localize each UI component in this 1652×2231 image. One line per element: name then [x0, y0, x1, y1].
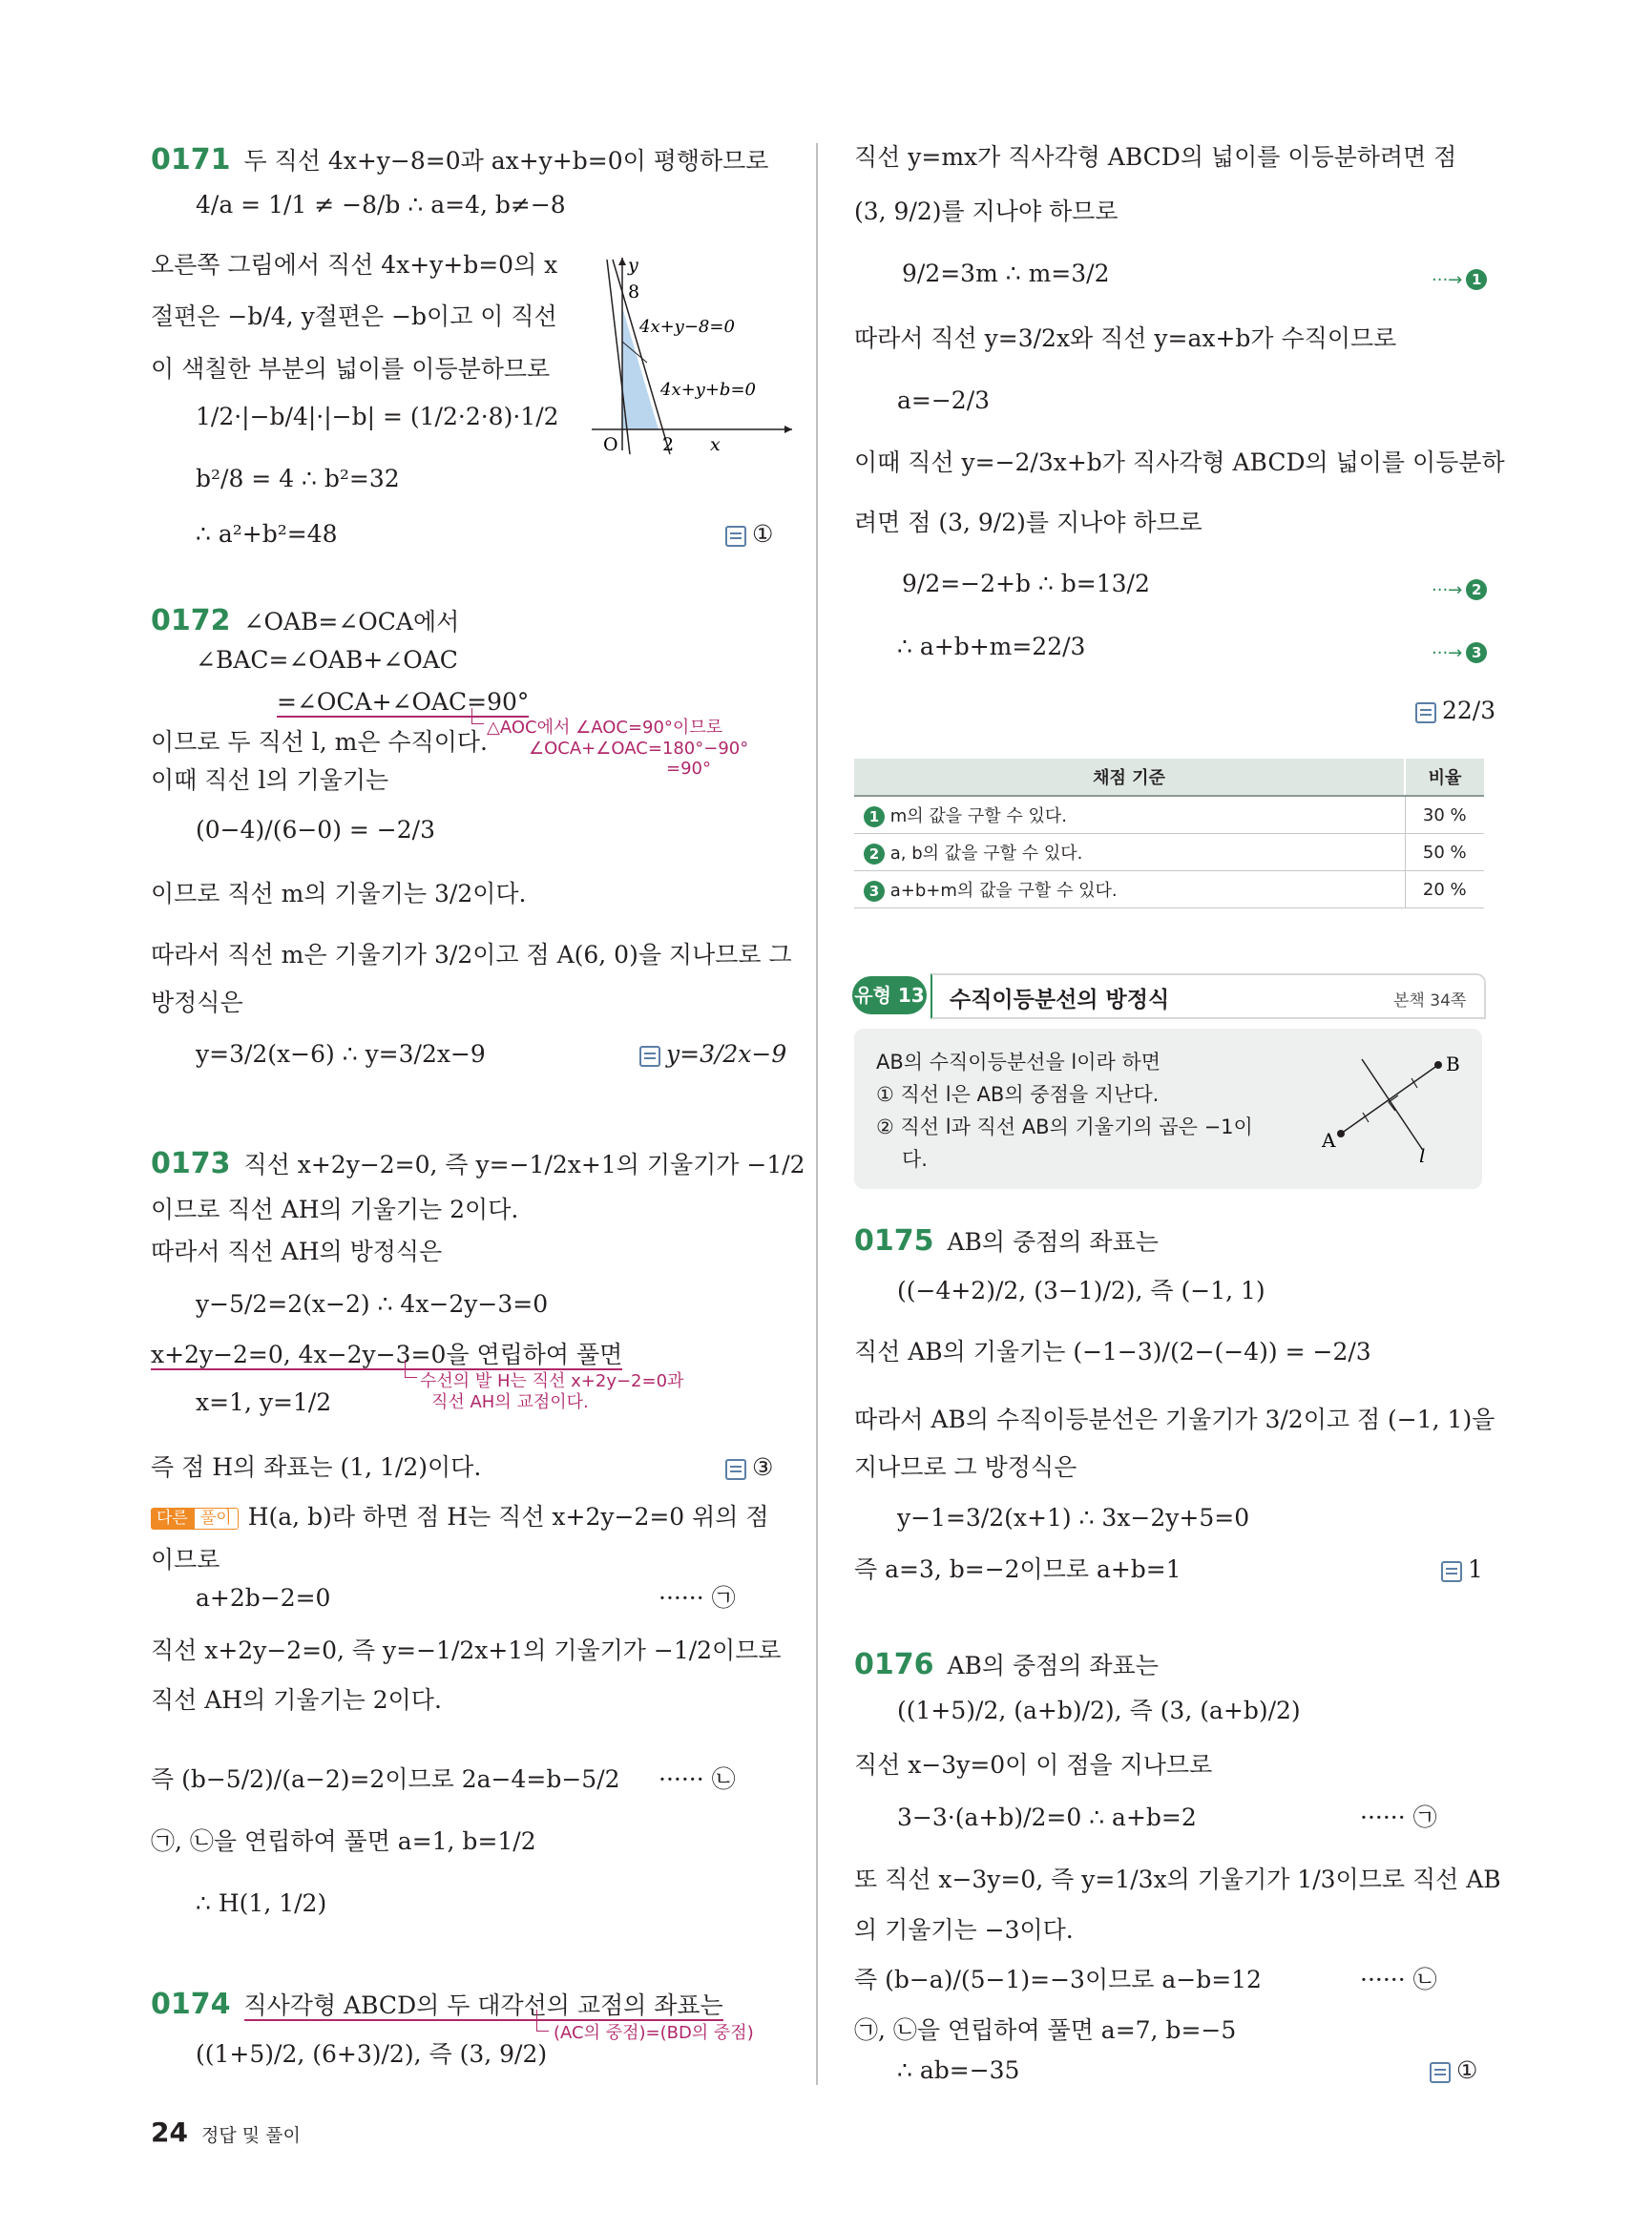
text-line: 따라서 직선 m은 기울기가 3/2이고 점 A(6, 0)을 지나므로 그 — [151, 941, 792, 969]
origin-label: O — [603, 434, 618, 455]
tag: ······ ㉡ — [659, 1765, 736, 1793]
equation: 직선 AB의 기울기는 (−1−3)/(2−(−4)) = −2/3 — [854, 1338, 1371, 1366]
ratio-cell: 30 % — [1405, 796, 1484, 834]
concept-line: AB의 수직이등분선을 l이라 하면 — [876, 1051, 1161, 1074]
table-row — [854, 871, 1484, 908]
equation: ∴ a²+b²=48 — [196, 520, 338, 548]
note-line — [420, 1371, 683, 1392]
text-line: 이때 직선 y=−2/3x+b가 직사각형 ABCD의 넓이를 이등분하 — [854, 448, 1505, 476]
text: 두 직선 4x+y−8=0과 ax+y+b=0이 평행하므로 — [243, 147, 769, 175]
equation: ((1+5)/2, (a+b)/2), 즉 (3, (a+b)/2) — [897, 1697, 1301, 1724]
equation: ㉠, ㉡을 연립하여 풀면 a=1, b=1/2 — [151, 1827, 536, 1855]
answer-0171 — [725, 520, 773, 548]
text-line: 이때 직선 l의 기울기는 — [151, 766, 389, 794]
note-text: 수선의 발 H는 직선 x+2y−2=0과 — [420, 1371, 684, 1391]
scoring-table — [854, 759, 1484, 908]
text-line: 의 기울기는 −3이다. — [854, 1916, 1074, 1944]
concept-line: ① 직선 l은 AB의 중점을 지난다. — [876, 1083, 1160, 1106]
type-badge: 유형 13 — [852, 976, 927, 1014]
concept-line: ② 직선 l과 직선 AB의 기울기의 곱은 −1이 — [876, 1116, 1253, 1138]
dots-arrow-icon: ···→ — [1432, 580, 1463, 600]
step-2-icon: 2 — [1466, 579, 1487, 600]
tag: ······ ㉠ — [1360, 1804, 1437, 1831]
step-3-icon: 3 — [1466, 642, 1487, 663]
answer-0176 — [1430, 2056, 1477, 2084]
answer-value: ③ — [752, 1453, 774, 1481]
type-reference: 본책 34쪽 — [1393, 991, 1467, 1011]
equation: ∠BAC=∠OAB+∠OAC — [196, 646, 458, 674]
text-line: 직선 x+2y−2=0, 즉 y=−1/2x+1의 기울기가 −1/2이므로 — [151, 1637, 782, 1664]
equation: ∴ ab=−35 — [897, 2056, 1020, 2084]
text-line: 또 직선 x−3y=0, 즉 y=1/3x의 기울기가 1/3이므로 직선 AB — [854, 1866, 1501, 1893]
step-1-icon: 1 — [1466, 269, 1487, 290]
answer-icon — [1415, 702, 1436, 723]
note-bracket — [536, 2010, 549, 2032]
note-0174 — [554, 2023, 754, 2044]
note-line — [554, 2023, 754, 2043]
equation: (0−4)/(6−0) = −2/3 — [196, 816, 435, 844]
problem-0173-line1 — [151, 1147, 805, 1181]
problem-number: 0175 — [854, 1224, 934, 1258]
page-number: 24 — [151, 2116, 188, 2148]
equation: 9/2=3m ∴ m=3/2 — [902, 260, 1110, 287]
concept-line: 다. — [902, 1148, 928, 1171]
answer-value: ① — [1456, 2056, 1478, 2084]
problem-number: 0174 — [151, 1988, 231, 2021]
text: ∠OAB=∠OCA에서 — [243, 608, 460, 636]
column-header: 비율 — [1405, 759, 1484, 796]
note-text: △AOC에서 ∠AOC=90°이므로 — [487, 718, 723, 738]
problem-0174-line1 — [151, 1988, 723, 2022]
text-line: 오른쪽 그림에서 직선 4x+y+b=0의 x — [151, 251, 558, 279]
problem-number: 0176 — [854, 1648, 934, 1681]
column-header: 채점 기준 — [854, 759, 1405, 796]
step-1-icon: 1 — [864, 806, 885, 827]
other-solution-badge-label: 풀이 — [194, 1508, 239, 1529]
equation: ∴ H(1, 1/2) — [196, 1889, 327, 1917]
criteria-cell — [854, 871, 1405, 908]
problem-0171-eq1: 4/a = 1/1 ≠ −8/b ∴ a=4, b≠−8 — [196, 191, 566, 219]
text-line: 따라서 직선 y=3/2x와 직선 y=ax+b가 수직이므로 — [854, 324, 1397, 352]
text-line: 이므로 두 직선 l, m은 수직이다. — [151, 728, 488, 756]
problem-0172-line1 — [151, 604, 459, 638]
y-axis-arrow-icon — [618, 258, 626, 265]
column-divider — [816, 143, 818, 2085]
dots-arrow-icon: ···→ — [1432, 270, 1463, 290]
label-b: B — [1446, 1053, 1460, 1075]
point-a — [1337, 1130, 1345, 1137]
note-0173 — [420, 1371, 683, 1412]
step-2-icon: 2 — [864, 844, 885, 865]
note-bracket — [471, 708, 484, 724]
equation: ∴ a+b+m=22/3 — [897, 633, 1086, 660]
answer-0174 — [1415, 697, 1495, 724]
text-line-underlined — [151, 1341, 622, 1369]
graph-0171 — [582, 250, 797, 455]
step-3-icon: 3 — [864, 881, 885, 902]
table-header-row — [854, 759, 1484, 796]
note-0172 — [487, 718, 748, 780]
problem-0171-line1 — [151, 143, 768, 177]
text-line: 따라서 AB의 수직이등분선은 기울기가 3/2이고 점 (−1, 1)을 — [854, 1406, 1495, 1433]
criteria-text: a, b의 값을 구할 수 있다. — [889, 844, 1083, 864]
answer-icon — [725, 526, 746, 547]
answer-value: 22/3 — [1442, 697, 1496, 724]
footer-title: 정답 및 풀이 — [200, 2125, 301, 2146]
equation: ((1+5)/2, (6+3)/2), 즉 (3, 9/2) — [196, 2040, 548, 2068]
equation: y−5/2=2(x−2) ∴ 4x−2y−3=0 — [196, 1290, 549, 1318]
line-l — [1362, 1059, 1422, 1149]
text-line: 직선 y=mx가 직사각형 ABCD의 넓이를 이등분하려면 점 — [854, 143, 1457, 171]
step-marker-2 — [1432, 573, 1487, 601]
answer-icon — [639, 1046, 660, 1067]
equation-underlined — [277, 688, 529, 717]
underlined-text: =∠OCA+∠OAC=90° — [277, 688, 530, 716]
y-tick-8: 8 — [628, 281, 640, 302]
equation: 9/2=−2+b ∴ b=13/2 — [902, 570, 1150, 597]
text-line: 따라서 직선 AH의 방정식은 — [151, 1238, 443, 1265]
label-line1: 4x+y−8=0 — [639, 317, 735, 337]
answer-0172 — [639, 1040, 786, 1068]
text: AB의 중점의 좌표는 — [947, 1228, 1159, 1256]
text-line: (3, 9/2)를 지나야 하므로 — [854, 198, 1119, 225]
note-text: =90° — [666, 759, 711, 780]
type-title: 수직이등분선의 방정식 — [950, 988, 1170, 1012]
problem-number: 0171 — [151, 143, 231, 177]
equation: y−1=3/2(x+1) ∴ 3x−2y+5=0 — [897, 1504, 1250, 1532]
equation: 3−3·(a+b)/2=0 ∴ a+b=2 — [897, 1804, 1197, 1831]
tag: ······ ㉡ — [1360, 1966, 1437, 1993]
other-solution-badge: 다른 — [151, 1508, 194, 1529]
text-line: 직선 AH의 기울기는 2이다. — [151, 1686, 442, 1714]
equation: ((−4+2)/2, (3−1)/2), 즉 (−1, 1) — [897, 1277, 1265, 1304]
tag: ······ ㉠ — [659, 1584, 736, 1612]
ratio-cell: 20 % — [1405, 871, 1484, 908]
equation: 즉 (b−a)/(5−1)=−3이므로 a−b=12 — [854, 1966, 1262, 1993]
note-text: (AC의 중점)=(BD의 중점) — [554, 2023, 754, 2043]
equation: b²/8 = 4 ∴ b²=32 — [196, 465, 400, 492]
other-solution-line1 — [151, 1503, 769, 1532]
note-line — [487, 718, 748, 739]
answer-icon — [725, 1459, 746, 1480]
answer-0175 — [1441, 1555, 1483, 1583]
point-b — [1434, 1061, 1442, 1069]
text-line: 지나므로 그 방정식은 — [854, 1453, 1077, 1481]
answer-icon — [1430, 2062, 1451, 2083]
equation: a=−2/3 — [897, 386, 991, 414]
perpendicular-bisector-figure — [1312, 1042, 1474, 1166]
step-marker-1 — [1432, 263, 1487, 291]
text: H(a, b)라 하면 점 H는 직선 x+2y−2=0 위의 점 — [247, 1503, 769, 1531]
text-line: 이므로 직선 m의 기울기는 3/2이다. — [151, 880, 527, 907]
problem-0175-line1 — [854, 1224, 1159, 1259]
table-row — [854, 834, 1484, 871]
text-line: 이므로 — [151, 1546, 220, 1574]
text-line: 즉 a=3, b=−2이므로 a+b=1 — [854, 1555, 1181, 1583]
equation: x=1, y=1/2 — [196, 1388, 332, 1416]
label-l: l — [1419, 1144, 1426, 1166]
step-marker-3 — [1432, 636, 1487, 664]
label-line2: 4x+y+b=0 — [660, 380, 756, 400]
equation: ㉠, ㉡을 연립하여 풀면 a=7, b=−5 — [854, 2016, 1237, 2044]
underlined-text: 직사각형 ABCD의 두 대각선의 교점의 좌표는 — [243, 1991, 723, 2019]
page-footer — [151, 2116, 301, 2148]
equation: y=3/2(x−6) ∴ y=3/2x−9 — [196, 1040, 486, 1068]
criteria-cell — [854, 834, 1405, 871]
text-line: 려면 점 (3, 9/2)를 지나야 하므로 — [854, 509, 1202, 536]
note-text: 직선 AH의 교점이다. — [431, 1391, 589, 1412]
problem-number: 0173 — [151, 1147, 231, 1180]
x-tick-2: 2 — [662, 434, 675, 455]
ratio-cell: 50 % — [1405, 834, 1484, 871]
underlined-text: x+2y−2=0, 4x−2y−3=0을 연립하여 풀면 — [151, 1341, 623, 1368]
problem-0176-line1 — [854, 1648, 1159, 1682]
answer-icon — [1441, 1561, 1462, 1582]
text-line: 즉 점 H의 좌표는 (1, 1/2)이다. — [151, 1453, 482, 1481]
equation: 즉 (b−5/2)/(a−2)=2이므로 2a−4=b−5/2 — [151, 1765, 620, 1793]
criteria-cell — [854, 796, 1405, 834]
label-a: A — [1322, 1129, 1336, 1152]
equation: 1/2·|−b/4|·|−b| = (1/2·2·8)·1/2 — [196, 403, 559, 430]
text-line: 절편은 −b/4, y절편은 −b이고 이 직선 — [151, 302, 557, 330]
criteria-text: a+b+m의 값을 구할 수 있다. — [889, 881, 1118, 901]
text-line: 직선 x−3y=0이 이 점을 지나므로 — [854, 1751, 1213, 1779]
note-bracket — [405, 1360, 417, 1378]
right-angle-mark — [1389, 1095, 1398, 1111]
dots-arrow-icon: ···→ — [1432, 643, 1463, 663]
x-axis-arrow-icon — [784, 426, 792, 433]
text: 직선 x+2y−2=0, 즉 y=−1/2x+1의 기울기가 −1/2 — [243, 1151, 805, 1178]
answer-value: y=3/2x−9 — [666, 1040, 787, 1068]
answer-value: ① — [752, 520, 774, 548]
text-line: 방정식은 — [151, 989, 243, 1016]
answer-0173 — [725, 1453, 773, 1481]
text-line: 이 색칠한 부분의 넓이를 이등분하므로 — [151, 355, 551, 383]
y-label: y — [628, 255, 638, 276]
x-label: x — [710, 434, 721, 455]
text: AB의 중점의 좌표는 — [947, 1652, 1159, 1679]
answer-value: 1 — [1468, 1555, 1483, 1583]
criteria-text: m의 값을 구할 수 있다. — [889, 806, 1067, 826]
problem-number: 0172 — [151, 604, 231, 637]
equation: a+2b−2=0 — [196, 1584, 331, 1612]
table-row — [854, 796, 1484, 834]
text-line: 이므로 직선 AH의 기울기는 2이다. — [151, 1196, 519, 1223]
note-text: ∠OCA+∠OAC=180°−90° — [529, 738, 749, 759]
